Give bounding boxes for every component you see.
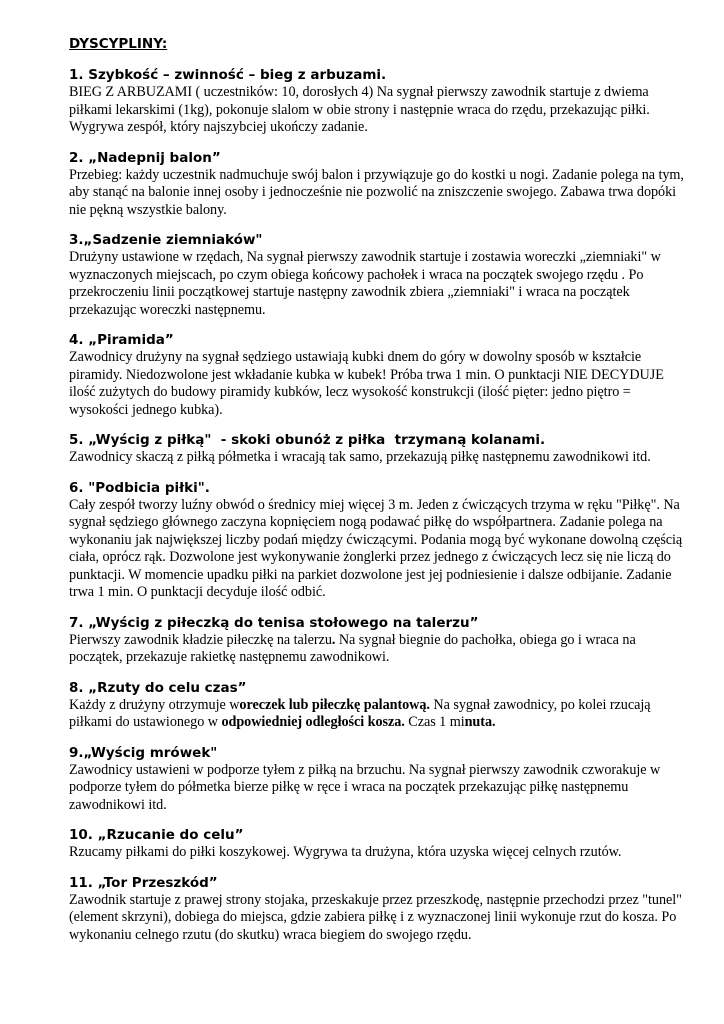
section-body xyxy=(69,449,684,467)
text-run: Rzucamy piłkami do piłki koszykowej. Wygrywa ta drużyna, która uzyska więcej celnych rzutów. xyxy=(69,844,622,860)
section-title: 1. Szybkość – zwinność – bieg z arbuzami. xyxy=(69,67,387,83)
section-1 xyxy=(69,67,684,137)
section-body xyxy=(69,632,684,667)
section-body xyxy=(69,892,684,945)
text-run: nuta. xyxy=(464,714,496,730)
section-11 xyxy=(69,875,684,945)
section-title: 6. "Podbicia piłki". xyxy=(69,479,210,496)
section-8 xyxy=(69,680,684,732)
section-4 xyxy=(69,332,684,419)
text-run: Zawodnicy drużyny na sygnał sędziego ustawiają kubki dnem do góry w dowolny sposób w kształcie piramidy. Niedozwolone jest wkładanie kubka w kubek! Próba trwa 1 min. O punktacji NIE DECYDUJE ilość zużytych do budowy piramidy kubków, lecz wysokość konstrukcji (ilość pięter: jedno piętro = wysokości jednego kubka). xyxy=(69,349,664,418)
text-run: Zawodnicy ustawieni w podporze tyłem z piłką na brzuchu. Na sygnał pierwszy zawodnik czworakuje w podporze tyłem do półmetka bierze piłkę w ręce i wraca na początek przekazując piłkę następnemu zawodnikowi itd. xyxy=(69,761,661,813)
section-10 xyxy=(69,827,684,862)
section-body xyxy=(69,349,684,419)
section-9 xyxy=(69,745,684,815)
text-run: Cały zespół tworzy luźny obwód o średnicy miej więcej 3 m. Jeden z ćwiczących trzyma w ręku "Piłkę". Na sygnał sędziego głównego zaczyna kopnięciem nogą podawać piłkę do współpartnera. Zadanie polega na wykonaniu jak największej liczby podań między ćwiczącymi. Podania mogą być wykonane dowolną częścią ciała, oprócz rąk. Dozwolone jest wykonywanie żonglerki przez jednego z ćwiczących lecz się nie liczą do punktacji. W momencie upadku piłki na parkiet dozwolone jest jej podniesienie i dalsze odbijanie. Zadanie trwa 1 min. O punktacji decyduje ilość odbić. xyxy=(69,496,683,600)
text-run: Zawodnik startuje z prawej strony stojaka, przeskakuje przez przeszkodę, następnie przechodzi przez "tunel" (element skrzyni), dobiega do miejsca, gdzie zabiera piłkę i z wyznaczonej linii wykonuje rzut do kosza. Po wykonaniu celnego rzutu (do skutku) wraca biegiem do swojego rzędu. xyxy=(69,891,682,943)
section-body xyxy=(69,697,684,732)
section-title: 2. „Nadepnij balon” xyxy=(69,149,221,166)
text-run: Pierwszy zawodnik kładzie piłeczkę na talerzu xyxy=(69,631,332,648)
section-6 xyxy=(69,480,684,602)
text-run: BIEG Z ARBUZAMI ( uczestników: 10, dorosłych 4) Na sygnał pierwszy zawodnik startuje z dwiema piłkami lekarskimi (1kg), pokonuje slalom w obie strony i następnie wraca do rzędu, przekazując piłki. Wygrywa zespół, który najszybciej ukończy zadanie. xyxy=(69,84,650,135)
section-body xyxy=(69,497,684,602)
text-run: oreczek lub piłeczkę palantową. xyxy=(239,696,430,713)
section-title: 4. „Piramida” xyxy=(69,332,174,348)
section-body xyxy=(69,84,684,137)
text-run: Drużyny ustawione w rzędach, Na sygnał pierwszy zawodnik startuje i zostawia woreczki „ziemniaki" w wyznaczonych miejscach, po czym obiega końcowy pachołek i wraca na początek swojego rzędu . Po przekroczeniu linii początkowej startuje następny zawodnik zbiera „ziemniaki" i wraca na początek przekazując woreczki następnemu. xyxy=(69,249,661,318)
section-title: 5. „Wyścig z piłką" - skoki obunóż z piłka trzymaną kolanami. xyxy=(69,432,546,448)
section-title: 11. „Tor Przeszkód” xyxy=(69,874,218,891)
section-5 xyxy=(69,432,684,467)
text-run: . xyxy=(331,631,336,648)
section-2 xyxy=(69,150,684,220)
sections-list xyxy=(69,67,684,944)
text-run: Zawodnicy skaczą z piłką półmetka i wracają tak samo, przekazują piłkę następnemu zawodnikowi itd. xyxy=(69,449,651,465)
text-run: Na sygnał zawodnicy, po kolei rzucają piłkami do ustawionego w xyxy=(69,696,651,730)
section-title: 7. „Wyścig z piłeczką do tenisa stołowego na talerzu” xyxy=(69,614,479,631)
section-title: 8. „Rzuty do celu czas” xyxy=(69,679,247,696)
section-title: 3.„Sadzenie ziemniaków" xyxy=(69,232,263,248)
section-title: 9.„Wyścig mrówek" xyxy=(69,744,218,761)
text-run: Przebieg: każdy uczestnik nadmuchuje swój balon i przywiązuje go do kostki u nogi. Zadanie polega na tym, aby stanąć na balonie innej osoby i jednocześnie nie pozwolić na zniszczenie swojego. Zabawa trwa dopóki nie pękną wszystkie balony. xyxy=(69,166,684,218)
section-body xyxy=(69,249,684,319)
text-run: Na sygnał biegnie do pachołka, obiega go i wraca na początek, przekazuje rakietkę następnemu zawodnikowi. xyxy=(69,631,636,665)
text-run: Każdy z drużyny otrzymuje w xyxy=(69,696,240,713)
text-run: odpowiedniej odległości kosza. xyxy=(221,714,405,730)
document-heading: DYSCYPLINY: xyxy=(69,36,168,52)
section-title: 10. „Rzucanie do celu” xyxy=(69,827,244,843)
section-body xyxy=(69,167,684,220)
text-run: Czas 1 mi xyxy=(404,714,465,730)
section-body xyxy=(69,844,684,862)
section-3 xyxy=(69,232,684,319)
section-7 xyxy=(69,615,684,667)
section-body xyxy=(69,762,684,815)
